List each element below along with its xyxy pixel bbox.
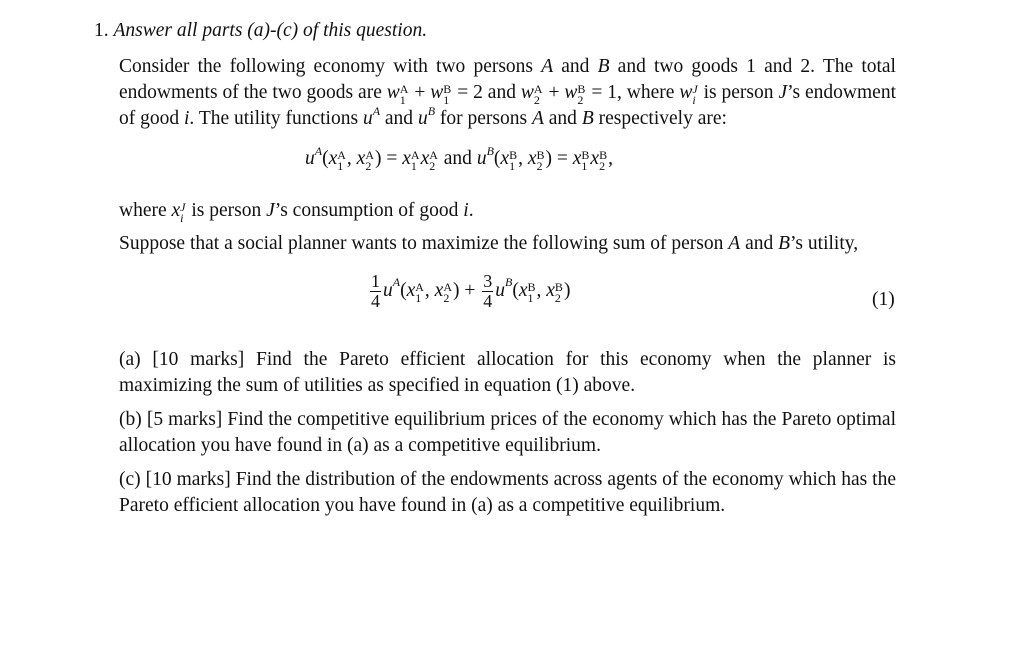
part-b-label: (b) [5 marks]: [119, 409, 223, 430]
part-b-text: Find the competitive equilibrium prices of the economy which has the Pareto optimal allocation you have found in (a) as a competitive equilibrium.: [119, 409, 896, 456]
utility-equation: $u^A(x$ A 1 , x A 2 ) = x A 1 x A 2 and $u^B(x$ B 1 , x B 2 ) = x B 1 x B 2 ,: [305, 143, 613, 173]
question-heading: [94, 20, 427, 42]
question-instruction: Answer all parts (a)-(c) of this question.: [113, 20, 428, 41]
part-a: [119, 347, 896, 399]
planner-paragraph: Suppose that a social planner wants to maximize the following sum of person A and B’s utility,: [119, 233, 859, 254]
where-paragraph: where x J i is person J’s consumption of good i.: [119, 200, 474, 225]
part-a-label: (a) [10 marks]: [119, 349, 245, 370]
sum-equation: $\frac{1}{4}$ $u^A(x$ A 1 , x A 2 ) + $\frac{3}{4}$ $u^B(x$ B 1 , x B 2 ): [371, 271, 571, 311]
part-c: [119, 467, 896, 519]
part-c-text: Find the distribution of the endowments across agents of the economy which has the Pareto efficient allocation you have found in (a) as a competitive equilibrium.: [119, 469, 896, 516]
part-b: [119, 407, 896, 459]
question-number: 1.: [94, 20, 109, 41]
part-a-text: Find the Pareto efficient allocation for this economy when the planner is maximizing the sum of utilities as specified in equation (1) above.: [119, 349, 897, 396]
equation-number: (1): [872, 289, 895, 310]
fraction-one-quarter: $\frac{1}{4}$: [371, 271, 380, 311]
part-c-label: (c) [10 marks]: [119, 469, 231, 490]
intro-paragraph: Consider the following economy with two persons A and B and two goods 1 and 2. The total endowments of the two goods are w A 1 + w B 1 = 2 and w A 2 + w B 2 = 1, where w J i is person J’s endowment of good i. The utility functions $u^A$ and $u^B$ for persons A and B respectively are:: [119, 56, 896, 129]
fraction-three-quarters: $\frac{3}{4}$: [483, 271, 493, 311]
